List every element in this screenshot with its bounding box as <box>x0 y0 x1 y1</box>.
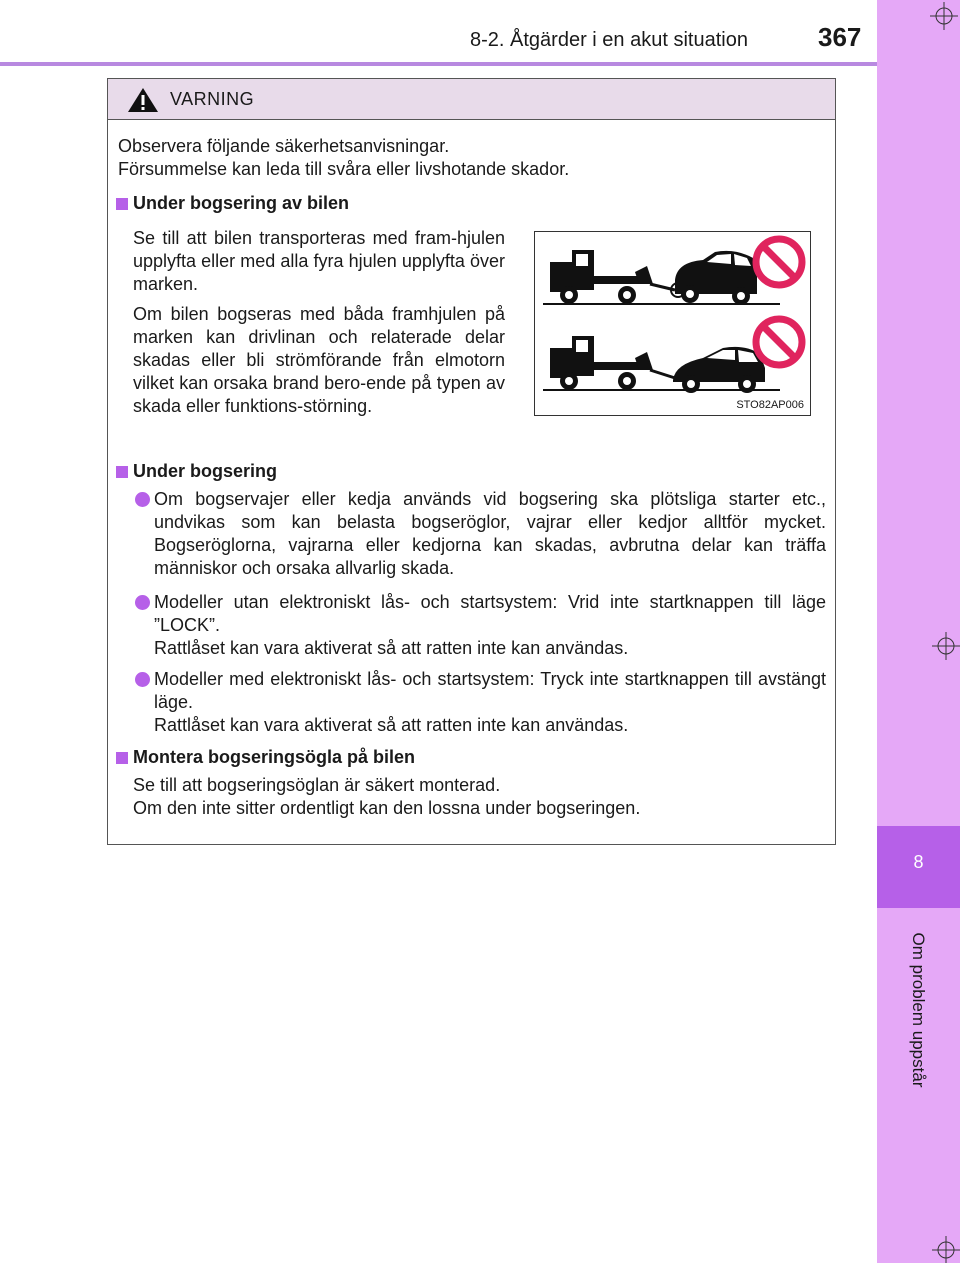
section-heading: Montera bogseringsögla på bilen <box>133 747 416 767</box>
prohibited-icon <box>756 239 802 285</box>
registration-mark-icon <box>932 632 960 660</box>
figure-code: STO82AP006 <box>736 399 804 411</box>
page-number: 367 <box>818 22 862 52</box>
section-marker-icon <box>116 752 128 764</box>
bullet-text: Modeller med elektroniskt lås- och startsystem: Tryck inte startknappen till avstängt läge. <box>154 669 826 712</box>
bullet-note: Rattlåset kan vara aktiverat så att ratten inte kan användas. <box>154 638 629 658</box>
section-line: Om den inte sitter ordentligt kan den lossna under bogseringen. <box>133 798 641 818</box>
car-icon <box>673 347 765 393</box>
prohibited-icon <box>756 319 802 365</box>
warning-label: VARNING <box>170 89 255 109</box>
towing-figure <box>534 231 811 416</box>
bullet-text: Modeller utan elektroniskt lås- och startsystem: Vrid inte startknappen till läge ”LOCK”. <box>154 592 826 635</box>
section-heading: Under bogsering av bilen <box>133 193 350 213</box>
registration-mark-icon <box>932 1236 960 1263</box>
section-heading: Under bogsering <box>133 461 278 481</box>
section-title: 8-2. Åtgärder i en akut situation <box>470 29 748 51</box>
chapter-number: 8 <box>913 852 924 872</box>
section-marker-icon <box>116 466 128 478</box>
section-marker-icon <box>116 198 128 210</box>
bullet-dot-icon <box>135 492 150 507</box>
car-icon <box>675 251 757 305</box>
paragraph: Om bilen bogseras med båda framhjulen på marken kan drivlinan och relaterade delar skadas eller bli strömförande från elmotorn vilket kan orsaka brand bero-ende på typen av skada eller funktions-störning. <box>133 304 505 416</box>
warning-triangle-icon <box>126 86 160 114</box>
paragraph: Se till att bilen transporteras med fram-hjulen upplyfta eller med alla fyra hjulen upplyfta över marken. <box>133 228 505 294</box>
registration-mark-icon <box>930 2 958 30</box>
bullet-note: Rattlåset kan vara aktiverat så att ratten inte kan användas. <box>154 715 629 735</box>
bullet-dot-icon <box>135 672 150 687</box>
bullet-text: Om bogservajer eller kedja används vid bogsering ska plötsliga starter etc., undvikas som kan belasta bogseröglor, vajrar eller kedjor alltför mycket. Bogseröglorna, vajrarna eller kedjorna kan skadas, avbrutna delar kan träffa människor och orsaka allvarlig skada. <box>154 489 826 578</box>
section-line: Se till att bogseringsöglan är säkert monterad. <box>133 775 501 795</box>
warning-intro-line: Försummelse kan leda till svåra eller livshotande skador. <box>118 159 570 179</box>
chapter-title: Om problem uppstår <box>909 932 928 1088</box>
warning-header <box>108 79 835 120</box>
bullet-dot-icon <box>135 595 150 610</box>
towing-illustration <box>535 232 810 415</box>
header-rule <box>0 62 877 66</box>
warning-box <box>107 78 836 845</box>
warning-intro-line: Observera följande säkerhetsanvisningar. <box>118 136 450 156</box>
